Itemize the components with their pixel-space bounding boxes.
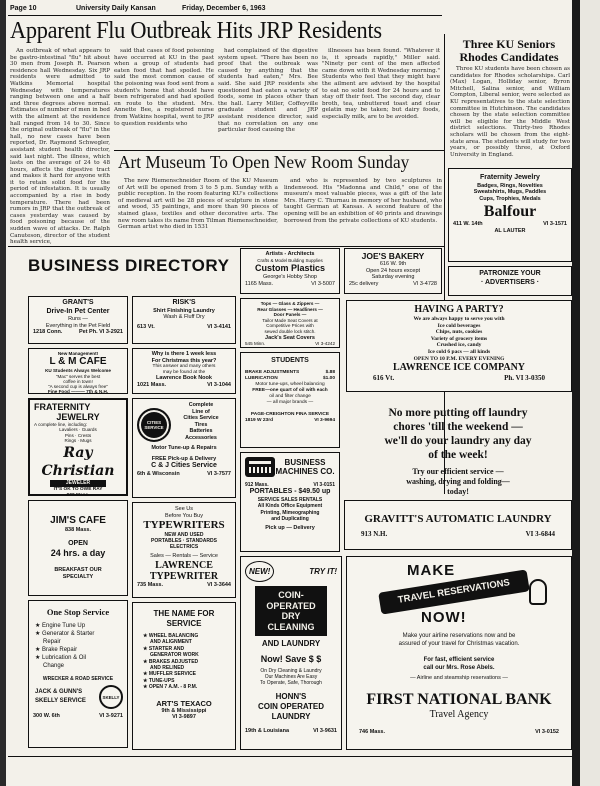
lm-line4: "Mac" serves the best — [55, 373, 101, 379]
travel-line2: assured of your travel for Christmas vacation. — [398, 641, 520, 647]
party-line3: Ice cold beverages — [437, 322, 481, 329]
laundry-line4: of the week! — [428, 449, 488, 461]
gravitt-address: 913 N.H. — [361, 530, 388, 538]
onestop-line3: JACK & GUNN'S — [35, 689, 83, 695]
bullet-star-icon: ★ — [35, 647, 43, 653]
skelly-logo-icon — [99, 685, 123, 709]
jacks-phone: VI 3-4242 — [315, 341, 335, 347]
onestop-line1: One Stop Service — [46, 607, 110, 617]
book-line1: Why is there 1 week less — [151, 351, 217, 357]
artists-line2: Crafts & Model Building Supplies — [257, 257, 323, 263]
adjacent-page-edge — [572, 0, 600, 786]
patronize-line1: PATRONIZE YOUR — [479, 270, 541, 277]
typewriter-icon — [245, 457, 275, 477]
jacks-line4: Tailor Made Seat Covers at — [262, 317, 318, 323]
lm-line2: L & M CAFE — [49, 356, 107, 368]
bullet-star-icon: ★ — [35, 655, 43, 661]
cities-address: 6th & Wisconsin — [137, 470, 180, 477]
risks-line3: Wash & Fluff Dry — [163, 314, 205, 321]
new-burst-icon — [245, 561, 274, 582]
risks-address: 613 Vt. — [137, 323, 155, 330]
balfour-phone: VI 3-1571 — [543, 221, 567, 228]
newspaper-page — [6, 0, 572, 786]
risks-line1: RISK'S — [172, 299, 196, 306]
flu-col1-text: An outbreak of what appears to be gastro-intestinal "flu" hit about 30 men from Joseph R. Pearson residence hall Wednesday. Six JRP residents were admitted to Watkins Memorial hospital Wednesday with temperatures ranging between one and a half and three degrees above normal. Estimates of number of men in bed with the ailment at the residence hall ranged from 14 to 30. Since the original outbreak of "flu" in the hall, no new cases have been reported, Dr. Raymond Schwegler, assistant student health director, said last night. The illness, which lasts on the average of 24 to 48 hours, affects the digestive tract and makes it hard for anyone with it to retain solid food for the period of infestation. It is usually accompanied by a rise in body temperature. There had been rumors in JRP that the outbreak of cases yesterday was caused by food poisoning because of the sudden wave of attacks. Dr. Ralph Canuteson, director of the student health service, — [10, 48, 110, 246]
texaco-item6: OPEN 7 A.M. - 8 P.M. — [148, 684, 198, 691]
ad-honns-coin-laundry — [240, 556, 342, 750]
students-line4: FREE—one quart of oil with each — [252, 387, 328, 393]
frat-line1: FRATERNITY — [34, 402, 91, 412]
artists-phone: VI 3-5007 — [311, 280, 335, 287]
coin-line2: OPERATED — [266, 600, 316, 611]
lm-line3: KU Students Always Welcome — [45, 368, 111, 374]
coin-line5: AND LAUNDRY — [261, 639, 321, 648]
directory-title: BUSINESS DIRECTORY — [28, 256, 230, 275]
texaco-item3b: AND RELINED — [150, 665, 185, 672]
lm-line5: coffee in town! — [63, 378, 93, 384]
party-line5: Variety of grocery items — [430, 335, 488, 342]
book-line3: This answer and many others — [152, 364, 216, 370]
bizmach-line4: SERVICE SALES RENTALS — [257, 496, 323, 503]
students-title: STUDENTS — [271, 357, 309, 364]
joes-line3: Open 24 hours except — [365, 267, 421, 274]
onestop-address: 300 W. 6th — [33, 713, 60, 719]
ad-artists — [240, 248, 340, 294]
typewriter-line5: PORTABLES · STANDARDS — [151, 538, 217, 545]
coin-line3: DRY — [281, 611, 301, 621]
gravitt-phone: VI 3-6844 — [525, 530, 555, 538]
jacks-line5: Competitive Prices with — [266, 323, 314, 329]
coin-line10: HONN'S — [275, 691, 307, 701]
jims-line3: OPEN — [68, 539, 88, 547]
book-address: 1021 Mass. — [137, 381, 167, 388]
coin-address: 19th & Louisiana — [245, 727, 290, 734]
bullet-star-icon: ★ — [35, 631, 43, 637]
museum-col2-text: and who is represented by two sculptures in lindenwood. His "Madonna and Child," one of the museum's most valuable pieces, was a gift of the late Mrs. Harry C. Thurnau in memory of her husband, who taught German at Kansas. A second feature of the opening will be an exhibition of 40 prints and drawings borrowed from the private collections of KU students. — [284, 178, 442, 224]
texaco-line4: 9th & Mississippi — [161, 707, 207, 714]
bullet-star-icon: ★ — [143, 671, 149, 678]
frat-address: 900 Mass. — [66, 492, 90, 498]
coin-line12: LAUNDRY — [271, 711, 311, 721]
grants-line4: Everything in the Pet Field — [45, 322, 111, 329]
directory-rule — [8, 246, 444, 247]
flu-col4-text: illnesses has been found. "Whatever it is, it spreads rapidly," Miller said. "Ninety per cent of the men affected came down with it Wednesday morning." Students who feel that they might have the ailment are advised by the hospital to eat no solid food for 24 hours and to stay off their feet. The second day, clear broth, tea, unbuttered toast and clear gelatin may be taken; but dairy foods, especially milk, are to be avoided. — [322, 48, 440, 120]
typewriter-address: 735 Mass. — [137, 581, 163, 588]
ad-party — [346, 300, 572, 392]
travel-make: MAKE — [407, 562, 456, 579]
balfour-address: 411 W. 14th — [453, 221, 483, 228]
laundry-line2: chores 'till the weekend — — [393, 421, 523, 433]
gravitt-name: GRAVITT'S AUTOMATIC LAUNDRY — [364, 513, 552, 525]
bizmach-line3: PORTABLES - $49.50 up — [249, 488, 331, 496]
ad-one-stop-service — [28, 600, 128, 748]
balfour-line1: Badges, Rings, Novelties — [477, 182, 543, 189]
party-line2: We are always happy to serve you with — [413, 316, 505, 322]
cities-service-logo-icon — [137, 408, 171, 442]
coin-try: TRY IT! — [309, 567, 337, 576]
ad-lawrence-typewriter — [132, 502, 236, 598]
texaco-item2b: GENERATOR WORK — [150, 652, 199, 659]
balfour-person: AL LAUTER — [494, 227, 526, 234]
bullet-star-icon: ★ — [143, 658, 149, 665]
frat-line7: JEWELER — [50, 480, 106, 487]
onestop-item3: Brake Repair — [42, 647, 78, 653]
onestop-item1: Engine Tune Up — [42, 623, 86, 629]
flu-column-4 — [322, 48, 440, 148]
grants-phone: Pet Ph. VI 3-2921 — [78, 329, 123, 336]
artists-line3: Custom Plastics — [254, 263, 326, 274]
grants-line1: GRANT'S — [62, 299, 94, 306]
typewriter-line8: LAWRENCE — [155, 559, 213, 571]
risks-line2: Shirt Finishing Laundry — [153, 307, 215, 314]
bizmach-line6: Printing, Mimeographing — [260, 509, 320, 516]
typewriter-line1: See Us — [174, 506, 194, 512]
coin-line1: COIN- — [278, 590, 304, 600]
typewriter-line7: Sales — Rentals — Service — [150, 553, 218, 560]
rhodes-text: Three KU students have been chosen as candidates for Rhodes scholarships. Carl (Max) Logan, Holliday senior, Byron Mitchell, Salina senior, and William Compton, Liberal senior, were selected as KU representatives to the state selection committee in Hutchinson. The candidates chosen by the state selection committee will be eligible for the Middle West district selections. Thirty-two Rhodes scholars will be chosen from the eight-state area. The students will study for two years, or possibly three, at Oxford University in England. — [450, 66, 571, 158]
ad-balfour — [448, 168, 572, 262]
students-phone: VI 3-9694 — [314, 417, 335, 423]
cities-line8: FREE Pick-up & Delivery — [151, 455, 217, 462]
page-number: Page 10 — [10, 5, 37, 12]
laundry-line1: No more putting off laundry — [388, 407, 528, 419]
travel-line4: call our Mrs. Rose Abels. — [423, 665, 495, 671]
onestop-phone: VI 3-9271 — [99, 713, 123, 719]
texaco-phone: VI 3-9897 — [172, 714, 196, 721]
flu-headline: Apparent Flu Outbreak Hits JRP Residents — [10, 18, 382, 44]
laundry-line5: Try our efficient service — — [412, 467, 504, 476]
typewriter-line2: Before You Buy — [165, 512, 203, 519]
students-line3: Motor tune-ups, wheel balancing — [255, 381, 325, 387]
jacks-address: 545 Minn. — [245, 341, 266, 347]
cities-line7: Motor Tune-up & Repairs — [151, 445, 217, 451]
coin-line7: On Dry Cleaning & Laundry — [260, 668, 322, 674]
joes-line5: 25c delivery — [349, 280, 379, 287]
museum-col1-text: The new Riemenschneider Room of the KU Museum of Art will be opened from 3 to 5 p.m. Sunday with a public reception. In the room featuring KU's collections of medieval art will be 28 pieces of sculpture in stone and wood, 35 paintings, and more than 90 pieces of stained glass, textiles and other decorative arts. The new room takes its name from Tilman Riemenschneider, German artist who died in 1531 — [118, 178, 279, 231]
frat-line8: IT'S OK TO OWE RAY — [53, 486, 103, 492]
cities-logo-text: CITIES SERVICE — [144, 420, 164, 430]
coin-line6: Now! Save $ $ — [260, 654, 322, 664]
travel-phone: VI 3-0152 — [535, 729, 559, 735]
travel-address: 746 Mass. — [359, 729, 385, 735]
students-line6: — all major brands — — [266, 399, 314, 405]
jims-line1: JIM'S CAFE — [50, 515, 106, 526]
ad-business-machines — [240, 452, 340, 552]
party-line7: Ice cold 6 pacs — all kinds — [427, 348, 491, 355]
grants-address: 1218 Conn. — [33, 329, 63, 336]
balfour-name: Balfour — [483, 203, 537, 221]
typewriter-phone: VI 3-3644 — [207, 581, 231, 588]
jims-line4: 24 hrs. a day — [50, 548, 106, 559]
jims-line5: BREAKFAST OUR — [54, 567, 102, 574]
balfour-line2: Sweatshirts, Mugs, Paddles — [473, 189, 547, 196]
typewriter-line6: ELECTRICS — [169, 544, 199, 551]
book-line4: may be found at the — [162, 369, 206, 375]
texaco-item1: WHEEL BALANCING — [148, 633, 199, 639]
students-line7: PAGE-CREIGHTON FINA SERVICE — [250, 411, 330, 417]
onestop-item2: Generator & Starter — [42, 631, 95, 637]
bizmach-line5: All Kinds Office Equipment — [257, 503, 323, 510]
frat-line4: Lavaliers · Guards — [59, 427, 97, 433]
rhodes-headline: Three KU Seniors Rhodes Candidates — [459, 37, 559, 64]
jacks-line7: Jack's Seat Covers — [265, 334, 315, 341]
frat-line5: Pins · Crests — [64, 432, 92, 438]
museum-headline: Art Museum To Open New Room Sunday — [118, 152, 410, 172]
ad-arts-texaco — [132, 602, 236, 750]
onestop-line4: SKELLY SERVICE — [35, 698, 86, 704]
ad-risks — [132, 296, 236, 344]
texaco-line3: ART'S TEXACO — [156, 698, 212, 708]
book-line5: Lawrence Book Nook — [156, 375, 212, 382]
cities-line1: Complete — [188, 402, 214, 408]
typewriter-line9: TYPEWRITER — [149, 570, 219, 582]
onestop-item2b: Repair — [43, 639, 61, 645]
lm-line1: New Management! — [57, 351, 99, 356]
ad-travel-reservations — [346, 556, 572, 750]
frat-script: Ray Christian — [41, 444, 115, 479]
coin-line9: To Operate, Safe, Thorough — [260, 680, 322, 687]
party-line4: Chips, nuts, cookies — [435, 329, 483, 336]
risks-phone: VI 3-4141 — [207, 323, 231, 330]
texaco-line2: SERVICE — [166, 619, 202, 628]
typewriter-line3: TYPEWRITERS — [143, 519, 225, 532]
flu-column-1 — [10, 48, 110, 246]
museum-column-1 — [118, 178, 278, 242]
paper-name: University Daily Kansan — [76, 5, 156, 12]
jacks-line3: Door Panels — — [273, 312, 307, 318]
students-address: 1819 W 23rd — [245, 417, 273, 423]
students-row2-price: $1.00 — [322, 375, 335, 381]
ad-jacks-seat-covers — [240, 298, 340, 348]
cities-line2: Line of — [192, 408, 210, 415]
bullet-star-icon: ★ — [143, 677, 149, 684]
ad-joes-bakery — [344, 248, 442, 294]
travel-banner-text: TRAVEL RESERVATIONS — [397, 577, 511, 606]
ad-laundry-promo — [344, 398, 572, 496]
lm-line6: "A second cup is always free" — [48, 384, 108, 390]
artists-line1: Artists - Architects — [265, 251, 315, 257]
ad-grants — [28, 296, 128, 344]
travel-line1: Make your airline reservations now and be — [402, 633, 516, 639]
texaco-item4: MUFFLER SERVICE — [148, 671, 197, 678]
laundry-line7: today! — [447, 487, 469, 496]
bizmach-line7: and Duplicating — [271, 516, 309, 523]
patronize-line2: · ADVERTISERS · — [480, 278, 540, 286]
travel-agency: Travel Agency — [429, 709, 489, 720]
ad-patronize — [448, 266, 572, 296]
frat-line6: Rings · Mugs — [64, 438, 92, 444]
party-address: 616 Vt. — [373, 374, 395, 383]
bullet-star-icon: ★ — [143, 633, 149, 639]
bizmach-phone: VI 3-0151 — [313, 482, 335, 488]
balfour-title: Fraternity Jewelry — [480, 174, 540, 181]
texaco-item2: STARTER AND — [148, 645, 185, 652]
artists-line4: George's Hobby Shop — [263, 274, 317, 281]
jacks-line1: Tops — Glass & Zippers — — [260, 301, 320, 306]
students-line5: oil and filter change — [269, 393, 311, 399]
lm-line7: Fine Food ——— 7th & N.H. — [47, 389, 109, 395]
travel-bank: FIRST NATIONAL BANK — [366, 691, 552, 708]
cities-line9: C & J Cities Service — [151, 462, 217, 470]
travel-line5: — Airline and steamship reservations — — [410, 675, 508, 681]
telephone-icon — [529, 579, 547, 605]
party-line6: Crushed ice, candy — [436, 342, 482, 349]
cities-phone: VI 3-7577 — [207, 470, 231, 477]
folio-rule — [8, 15, 442, 16]
bizmach-line1: BUSINESS — [284, 458, 326, 467]
issue-date: Friday, December 6, 1963 — [182, 5, 266, 12]
book-phone: VI 3-1044 — [207, 381, 231, 388]
balfour-line3: Cups, Trophies, Medals — [479, 195, 541, 202]
rhodes-column — [450, 66, 570, 161]
texaco-item5: TUNE-UPS — [148, 677, 175, 684]
jims-line6: SPECIALTY — [62, 573, 94, 580]
coin-line8: Our Machines Are Easy — [264, 674, 318, 681]
jims-line2: 838 Mass. — [65, 527, 91, 533]
onestop-line2: WRECKER & ROAD SERVICE — [42, 676, 114, 682]
jacks-line2: Rear Glasses — Headliners — — [257, 306, 323, 312]
flu-column-2 — [114, 48, 214, 148]
bullet-star-icon: ★ — [35, 623, 43, 629]
grants-line2: Drive-In Pet Center — [46, 307, 110, 315]
museum-column-2 — [284, 178, 442, 242]
students-row1-price: $.88 — [325, 369, 335, 375]
bullet-star-icon: ★ — [143, 645, 149, 652]
coin-new: NEW! — [249, 567, 271, 576]
travel-now: NOW! — [421, 609, 467, 626]
book-line2: For Christmas this year? — [151, 357, 217, 364]
ad-lm-cafe — [28, 348, 128, 394]
party-phone: Ph. VI 3-0350 — [504, 374, 545, 383]
coin-operated-box — [255, 586, 327, 636]
ad-fraternity-jewelry — [28, 398, 128, 496]
grants-line3: Runs — — [68, 316, 88, 322]
bizmach-line2: MACHINES CO. — [275, 467, 335, 476]
ad-jims-cafe — [28, 500, 128, 596]
party-line8: OPEN TO 10 P.M. EVERY EVENING — [413, 355, 505, 362]
bizmach-line8: Pick up — Delivery — [265, 524, 315, 531]
coin-line11: COIN OPERATED — [257, 701, 325, 711]
ad-book-nook — [132, 348, 236, 394]
frat-line3: A complete line, including: — [34, 422, 88, 427]
bizmach-address: 912 Mass. — [245, 482, 269, 488]
museum-rule — [114, 150, 444, 151]
students-row1-label: BRAKE ADJUSTMENTS — [245, 369, 300, 375]
artists-address: 1165 Mass. — [245, 280, 274, 287]
laundry-line6: washing, drying and folding— — [406, 477, 510, 486]
jacks-line6: sewed double lock stitch. — [264, 328, 316, 334]
coin-line4: CLEANING — [267, 621, 315, 632]
ad-students-fina — [240, 352, 340, 448]
students-row2-label: LUBRICATION — [245, 375, 278, 381]
typewriter-line4: NEW AND USED — [164, 532, 204, 539]
cities-line6: Accessories — [185, 434, 217, 441]
joes-line1: JOE'S BAKERY — [361, 251, 425, 261]
coin-phone: VI 3-9631 — [313, 727, 337, 734]
joes-line4: Saturday evening — [371, 274, 415, 281]
cities-line3: Cities Service — [183, 415, 219, 422]
cities-line5: Batteries — [189, 428, 213, 435]
cities-line4: Tires — [194, 421, 208, 428]
ad-cities-service — [132, 398, 236, 498]
flu-col2-text: said that cases of food poisoning have occurred at KU in the past when a group of students had eaten food that had spoiled. He said the most common cause of the poisoning was food sent from a student's home that should have been refrigerated and had spoiled en route to the student. Mrs. Annette Bee, a registered nurse from Watkins hospital, went to JRP to question residents who — [114, 48, 214, 127]
party-line9: LAWRENCE ICE COMPANY — [392, 362, 526, 374]
bottom-rule — [8, 756, 572, 757]
joes-line2: 616 W. 9th — [379, 261, 407, 267]
joes-phone: VI 3-4728 — [413, 280, 437, 287]
flu-column-3 — [218, 48, 318, 148]
onestop-item4: Lubrication & Oil — [42, 655, 87, 661]
laundry-line3: we'll do your laundry any day — [384, 435, 532, 447]
texaco-line1: THE NAME FOR — [153, 609, 215, 618]
texaco-item1b: AND ALIGNMENT — [150, 639, 192, 646]
onestop-item4b: Change — [43, 663, 65, 669]
frat-line2: JEWELRY — [56, 412, 100, 422]
skelly-logo-text: SKELLY — [102, 694, 120, 700]
travel-line3: For fast, efficient service — [423, 657, 495, 663]
party-line1: HAVING A PARTY? — [414, 304, 504, 315]
texaco-item3: BRAKES ADJUSTED — [148, 658, 199, 665]
ad-gravitts-laundry — [344, 500, 572, 550]
bullet-star-icon: ★ — [143, 684, 149, 691]
flu-col3-text: had complained of the digestive system upset. "There has been no proof that the outbreak was caused by anything that the students had eaten," Mrs. Bee said. She said JRP residents she questioned had eaten a variety of foods, some in places other than the hall. Larry Miller, Coffeyville graduate student and JRP assistant residence director, said that no correlation on any one particular food causing the — [218, 48, 318, 134]
